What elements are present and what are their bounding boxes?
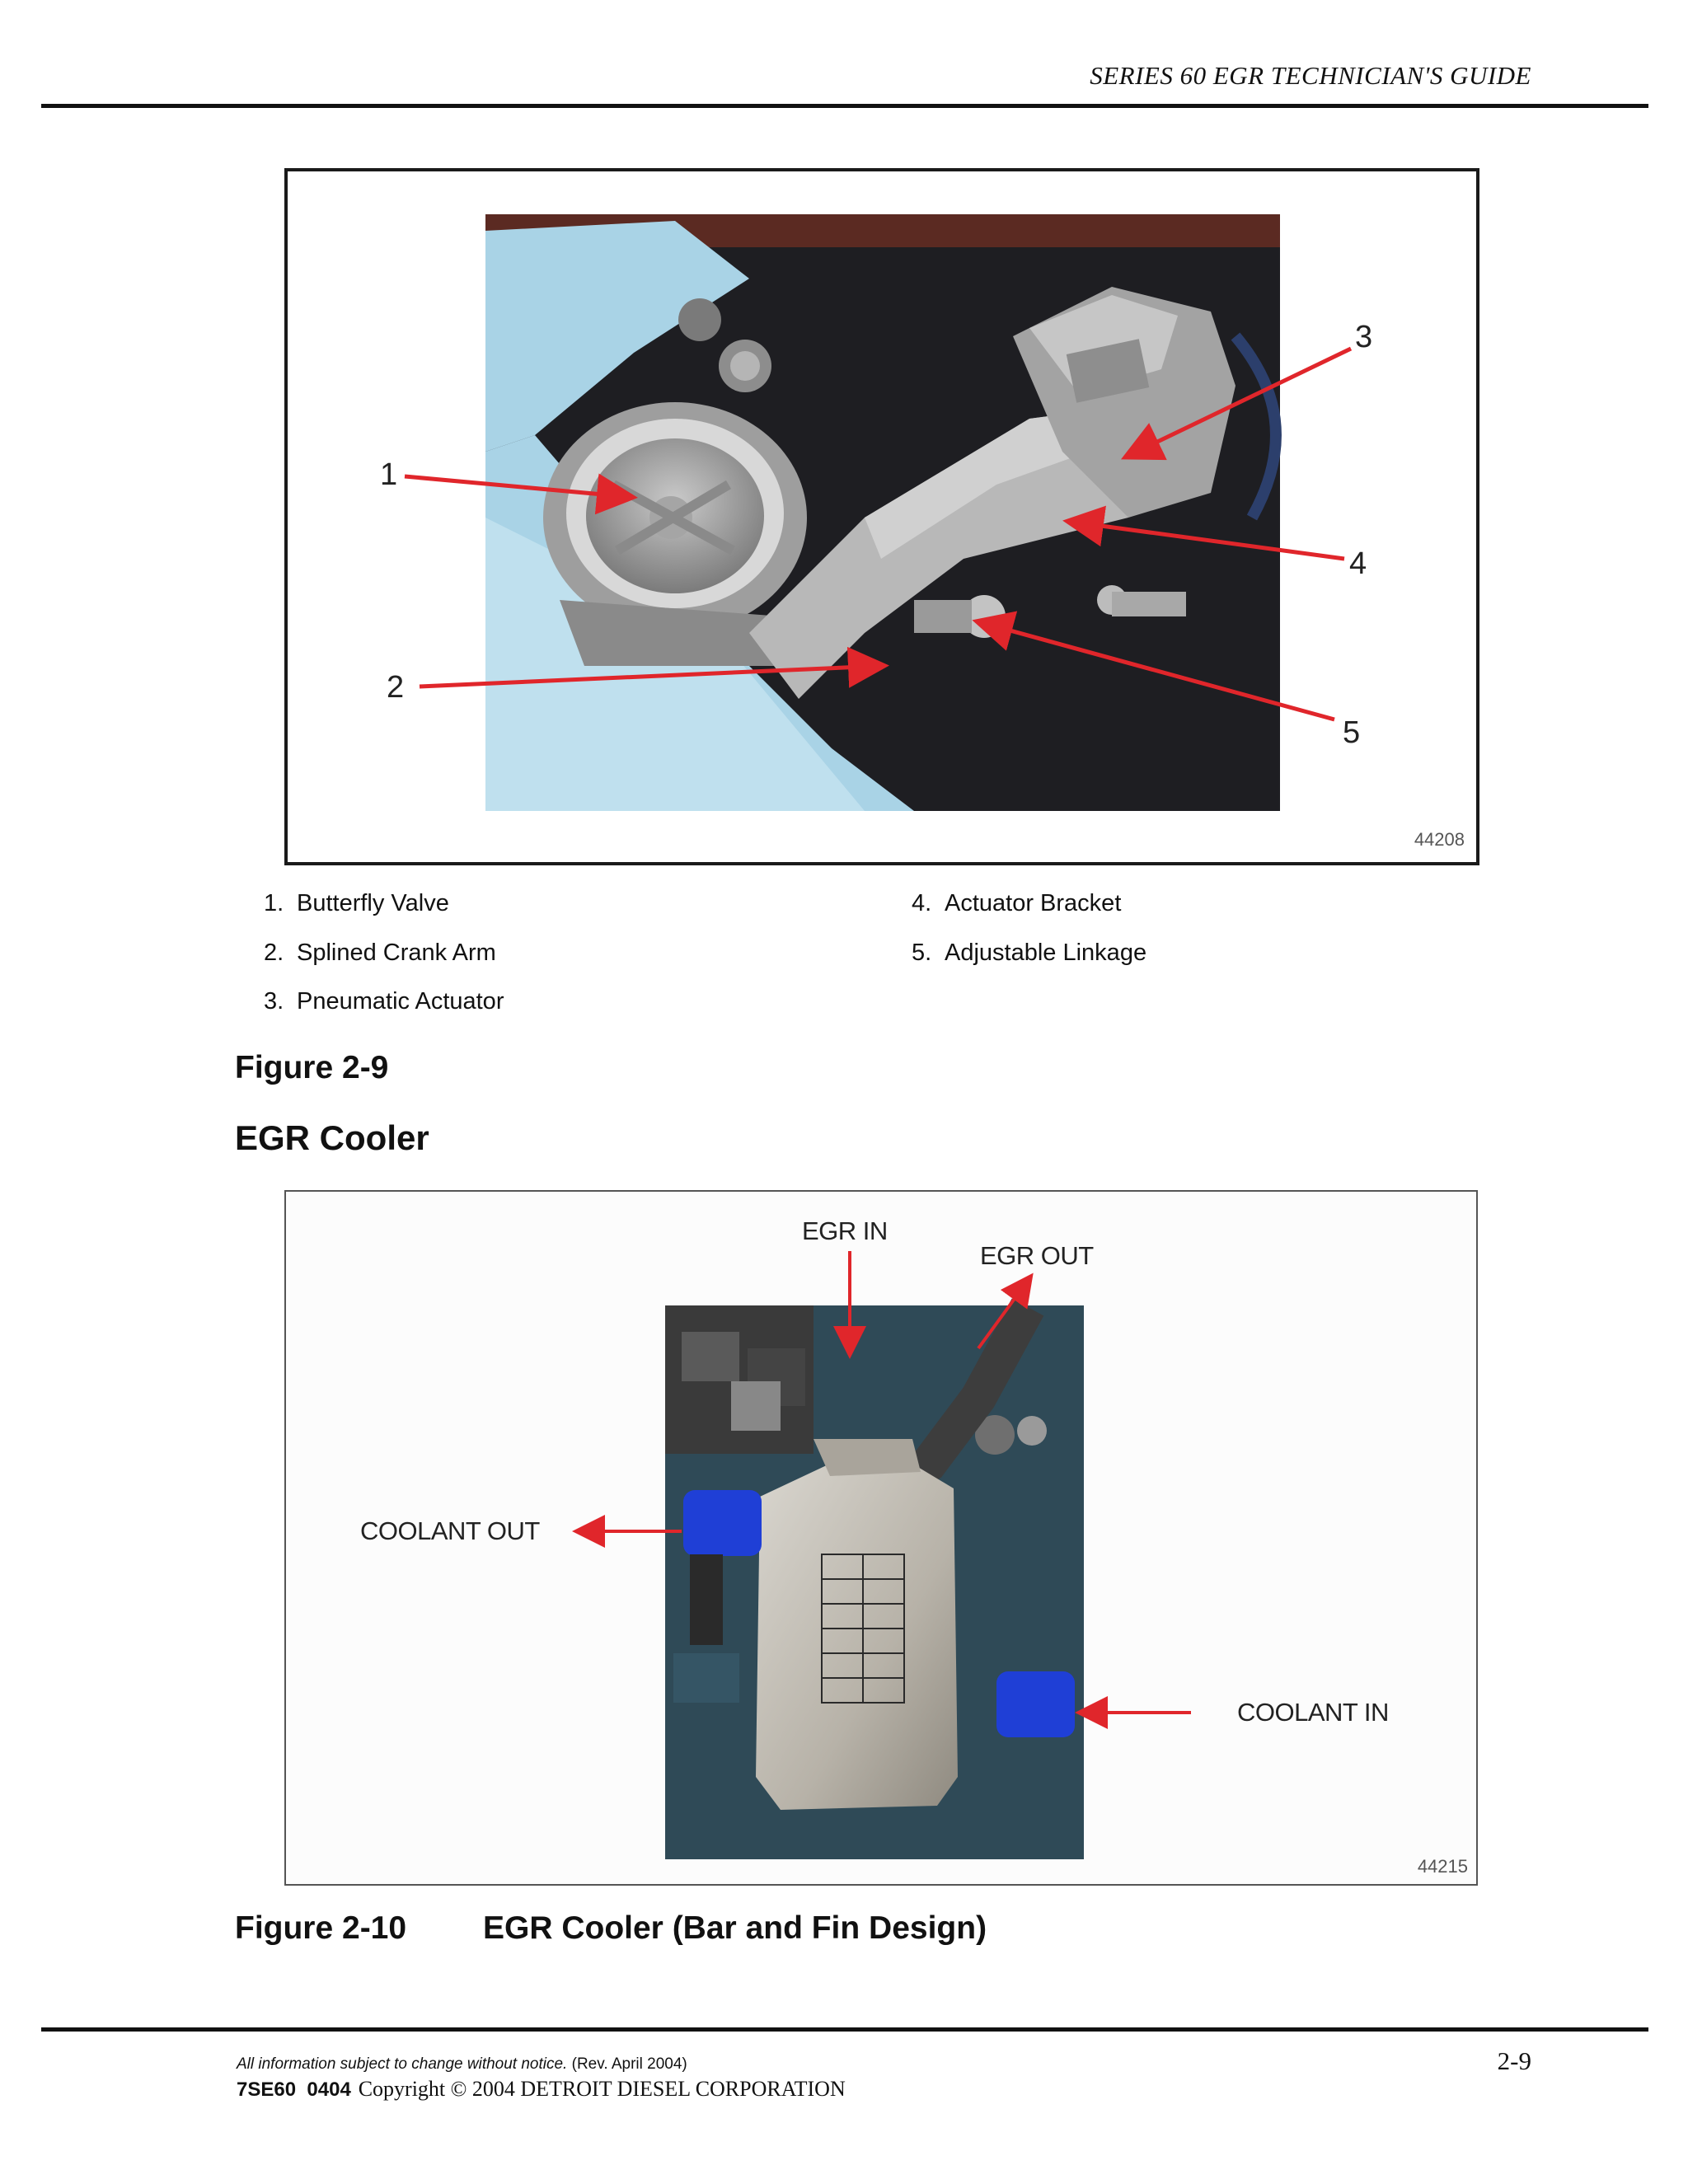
- legend-item: 2. Splined Crank Arm: [264, 940, 496, 966]
- footer-rule: [41, 2027, 1648, 2032]
- callout-coolant-out: COOLANT OUT: [360, 1516, 540, 1545]
- legend-item: 4. Actuator Bracket: [912, 890, 1122, 916]
- figure-2-9-frame: [284, 168, 1479, 865]
- section-title: EGR Cooler: [235, 1118, 429, 1157]
- figure-2-10-label: Figure 2-10: [235, 1910, 407, 1946]
- page-number: 2-9: [1497, 2046, 1531, 2075]
- figure-2-10-image-id: 44215: [1417, 1856, 1468, 1877]
- legend-item: 5. Adjustable Linkage: [912, 940, 1147, 966]
- figure-2-9-image-id: 44208: [1414, 829, 1465, 850]
- figure-2-9-photo: [288, 171, 1476, 862]
- callout-4: 4: [1349, 546, 1367, 581]
- figure-2-10-caption: EGR Cooler (Bar and Fin Design): [483, 1910, 987, 1946]
- legend-item: 1. Butterfly Valve: [264, 890, 449, 916]
- callout-2: 2: [387, 670, 405, 705]
- footer-notice: All information subject to change without notice. (Rev. April 2004): [237, 2055, 687, 2073]
- callout-egr-in: EGR IN: [802, 1216, 888, 1245]
- callout-coolant-in: COOLANT IN: [1237, 1698, 1389, 1727]
- callout-egr-out: EGR OUT: [980, 1241, 1094, 1270]
- running-header: SERIES 60 EGR TECHNICIAN'S GUIDE: [1090, 61, 1531, 90]
- header-rule: [41, 104, 1648, 108]
- callout-3: 3: [1355, 320, 1373, 354]
- legend-item: 3. Pneumatic Actuator: [264, 988, 504, 1015]
- footer-copyright-line: 7SE60 0404 Copyright © 2004 DETROIT DIESEL CORPORATION: [237, 2077, 846, 2101]
- callout-5: 5: [1343, 715, 1361, 750]
- figure-2-9-label: Figure 2-9: [235, 1050, 389, 1085]
- callout-1: 1: [380, 457, 398, 492]
- figure-2-10-frame: [284, 1190, 1478, 1886]
